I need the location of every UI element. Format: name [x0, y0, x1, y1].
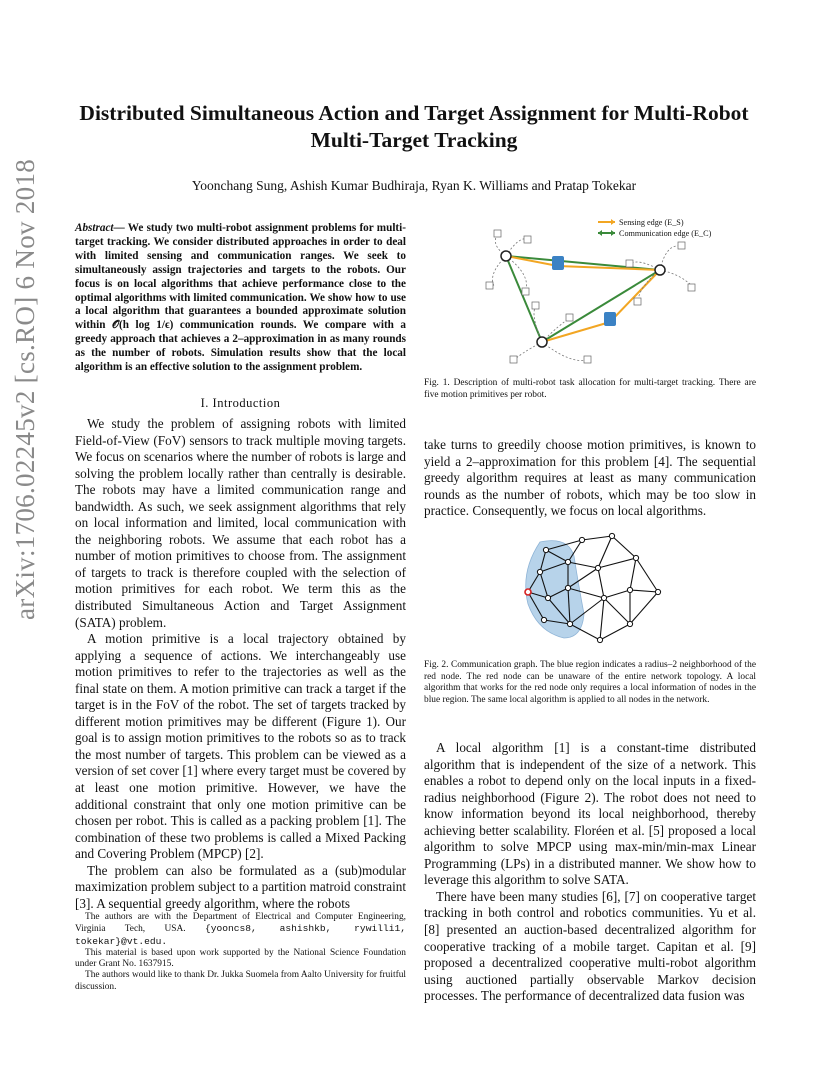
intro-text [75, 416, 406, 912]
primitive-box [688, 284, 695, 291]
robot-r3 [501, 251, 511, 261]
abstract-label: Abstract [75, 222, 114, 234]
target-t1 [552, 256, 564, 270]
graph-edge [598, 536, 612, 568]
graph-node [595, 565, 600, 570]
robot-r2 [655, 265, 665, 275]
figure-2-caption: Fig. 2. Communication graph. The blue region indicates a radius–2 neighborhood of the red node. The red node can be unaware of the entire network topology. A local algorithm that works for the red node only requires a local information of nodes in the blue region. The same local algorithm is applied to all nodes in the network. [424, 660, 756, 705]
primitive-box [494, 230, 501, 237]
graph-node [633, 555, 638, 560]
primitive-arc [514, 306, 588, 361]
primitive-box [532, 302, 539, 309]
graph-edge [604, 590, 630, 598]
legend-sensing-label: Sensing edge (E_S) [619, 218, 684, 227]
intro-paragraph: We study the problem of assigning robots with limited Field-of-View (FoV) sensors to track multiple moving targets. We focus on scenarios where the number of robots is large and solving the problem locally rather than centrally is desirable. The robots may have a limited communication range and bandwidth. As such, we seek assignment algorithms that rely on local information and limited, local communication with the neighboring robots. We assume that each robot has a number of motion primitives to choose from. The assignment of targets to track is therefore coupled with the selection of motion primitives for each robot. We term this as the distributed Simultaneous Action and Target Assignment (SATA) problem. [75, 416, 406, 630]
abstract-text: — We study two multi-robot assignment problems for multi-target tracking. We consider distributed approaches in order to deal with limited sensing and communication ranges. We seek to simultaneously assign trajectories and targets to the robots. Our focus is on local algorithms that achieve performance close to the optimal algorithms with limited communication. We show how to use a local algorithm that guarantees a bounded approximate solution within 𝒪(h log 1/ϵ) communication rounds. We compare with a greedy approach that achieves a 2–approximation in as many rounds as the number of robots. Simulation results show that the local algorithm is an effective solution to the assignment problem. [75, 222, 406, 374]
red-node [525, 589, 531, 595]
figure-2-graph [518, 532, 668, 652]
legend-comm-arrow-right [611, 230, 615, 236]
graph-edge [600, 624, 630, 640]
body-paragraph: There have been many studies [6], [7] on cooperative target tracking in both control and robotics communities. Yu et al. [8] presented an auction-based decentralized algorithm for cooperative tracking of a mobile target. Capitan et al. [9] proposed a decentralized cooperative multi-robot algorithm using auctioned partially observable Markov decision processes. The performance of decentralized data fusion was [424, 888, 756, 1004]
body-paragraph: A local algorithm [1] is a constant-time distributed algorithm that is independent of the size of a network. This enables a robot to depend only on the local inputs in a fixed-radius neighborhood (Figure 2). The robot does not need to know information beyond its local neighborhood, thereby achieving better scalability. Floréen et al. [5] proposed a local algorithm to solve MPCP using max-min/min-max Linear Programming (LPs) in a distributed manner. We show how to leverage this algorithm to solve SATA. [424, 740, 756, 888]
graph-node [565, 559, 570, 564]
graph-edge [598, 568, 604, 598]
footnotes [75, 912, 406, 993]
graph-node [543, 547, 548, 552]
graph-node [597, 637, 602, 642]
graph-edge [630, 558, 636, 590]
figure-1-caption: Fig. 1. Description of multi-robot task allocation for multi-target tracking. There are five motion primitives per robot. [424, 378, 756, 400]
graph-node [627, 587, 632, 592]
arxiv-identifier: arXiv:1706.02245v2 [cs.RO] 6 Nov 2018 [10, 158, 40, 620]
primitive-box [486, 282, 493, 289]
graph-node [601, 595, 606, 600]
intro-paragraph: A motion primitive is a local trajectory obtained by applying a sequence of actions. We interchangeably use motion primitives to refer to the trajectories as well as the final state on them. A motion primitive can track a target if the target is in the FoV of the robot. The set of targets tracked by different motion primitives may be different (Figure 1). Our goal is to assign motion primitives to the robots so as to track the most number of targets. This problem can be viewed as a version of set cover [1] where every target must be covered by at least one motion primitive. However, we have the additional constraint that only one motion primitive can be chosen per robot. This is called as a packing problem [1]. The combination of these two problems is called a Mixed Packing and Covering Problem (MPCP) [2]. [75, 631, 406, 862]
intro-paragraph: The problem can also be formulated as a (sub)modular maximization problem subject to a partition matroid constraint [3]. A sequential greedy algorithm, where the robots [75, 862, 406, 911]
graph-edge [598, 558, 636, 568]
graph-edge [604, 598, 630, 624]
primitive-box [626, 260, 633, 267]
graph-edge [636, 558, 658, 592]
right-body-text [424, 740, 756, 1005]
right-intro-text: take turns to greedily choose motion primitives, is known to yield a 2–approximation for this problem [4]. The sequential greedy algorithm requires at least as many communication rounds as the number of robots, which may be too slow in practice. Consequently, we focus on local algorithms. [424, 437, 756, 519]
paper-title: Distributed Simultaneous Action and Target Assignment for Multi-Robot Multi-Target Tracking [79, 101, 749, 152]
footnote-funding: This material is based upon work supported by the National Science Foundation under Grant No. 1637915. [75, 947, 406, 970]
abstract [75, 222, 406, 375]
sensing-edge [542, 322, 610, 342]
primitive-box [522, 288, 529, 295]
legend-sensing-arrow [611, 219, 615, 225]
graph-node [541, 617, 546, 622]
primitive-box [566, 314, 573, 321]
footnote-affiliation [75, 912, 406, 948]
primitive-box [584, 356, 591, 363]
graph-node [545, 595, 550, 600]
primitive-box [678, 242, 685, 249]
graph-edge [630, 592, 658, 624]
target-t2 [604, 312, 616, 326]
author-list: Yoonchang Sung, Ashish Kumar Budhiraja, Ryan K. Williams and Pratap Tokekar [191, 178, 637, 193]
primitive-boxes [486, 230, 695, 363]
robot-r1 [537, 337, 547, 347]
comm-edge [542, 270, 660, 342]
primitive-box [524, 236, 531, 243]
footnote-affiliation-text: The authors are with the Department of Electrical and Computer Engineering, Virginia Tech, USA. [75, 912, 406, 935]
section-heading: I. Introduction [200, 396, 281, 410]
footnote-thanks: The authors would like to thank Dr. Jukka Suomela from Aalto University for fruitful discussion. [75, 970, 406, 992]
graph-edge [612, 536, 636, 558]
graph-node [567, 621, 572, 626]
graph-edge [582, 536, 612, 540]
comm-edge [506, 256, 542, 342]
graph-node [579, 537, 584, 542]
primitive-box [510, 356, 517, 363]
primitive-box [634, 298, 641, 305]
graph-node [655, 589, 660, 594]
graph-node [609, 533, 614, 538]
footnote-emails: {yooncs8, ashishkb, rywilli1, tokekar}@vt.edu. [75, 923, 406, 947]
graph-edge [630, 590, 658, 592]
graph-node [537, 569, 542, 574]
graph-edge [600, 598, 604, 640]
graph-node [565, 585, 570, 590]
legend-comm-label: Communication edge (E_C) [619, 229, 712, 238]
graph-node [627, 621, 632, 626]
legend-comm-arrow-left [598, 230, 602, 236]
figure-1-diagram [470, 214, 760, 372]
